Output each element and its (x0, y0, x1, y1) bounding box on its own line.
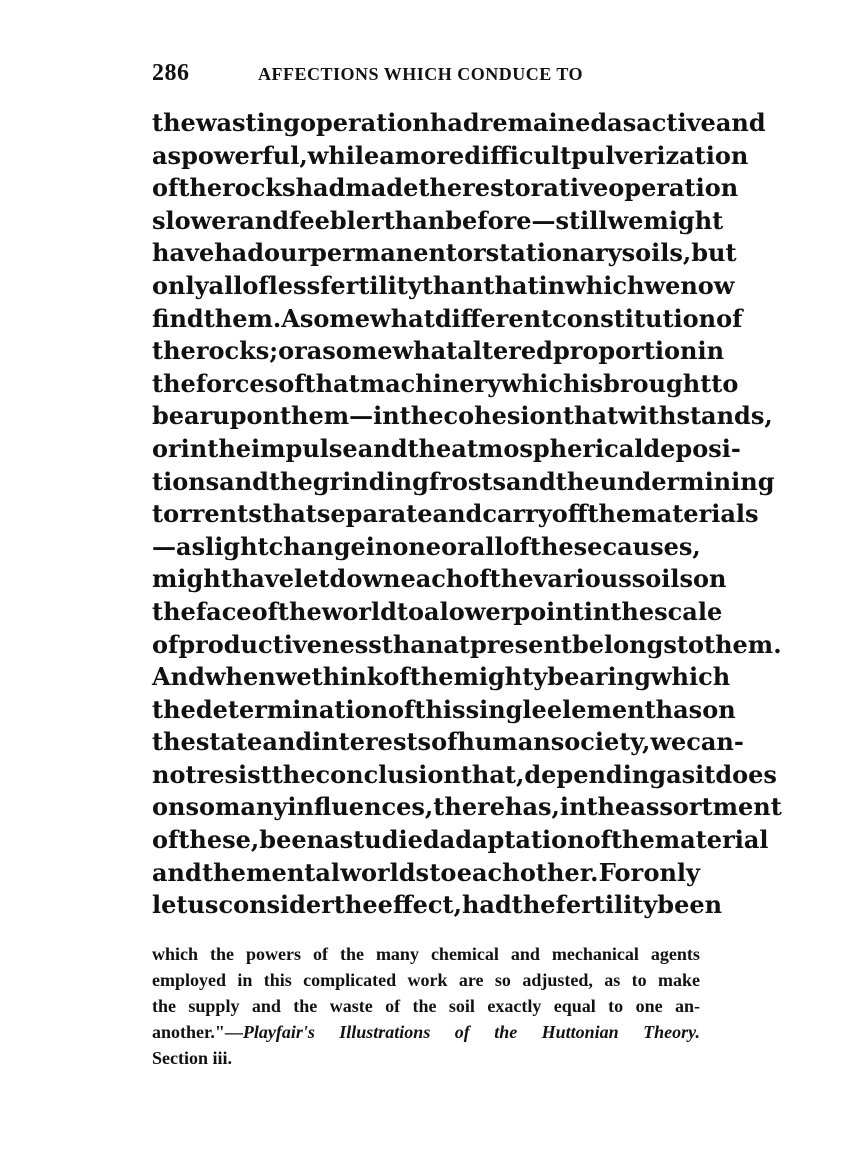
body-line: have had our permanent or stationary soils, but (152, 238, 737, 268)
body-line: not resist the conclusion that, depending as it does (152, 759, 777, 789)
citation-word: Huttonian (541, 1022, 619, 1042)
footnote-citation-line (152, 1019, 700, 1045)
body-line: the state and interests of human society, we can- (152, 727, 744, 757)
body-line: tions and the grinding frosts and the undermining (152, 466, 775, 496)
body-line: on so many influences, there has, in the assortment (152, 792, 782, 822)
body-line: bear upon them—in the cohesion that withstands, (152, 401, 773, 431)
running-title: AFFECTIONS WHICH CONDUCE TO (258, 64, 584, 84)
body-line: the face of the world to a lower point in the scale (152, 596, 723, 626)
citation-word: of (454, 1022, 470, 1042)
footnote-line: the supply and the waste of the soil exactly equal to one an- (152, 996, 700, 1016)
body-line: find them. A somewhat different constitution of (152, 303, 743, 333)
body-line: or in the impulse and the atmospherical deposi- (152, 433, 741, 463)
footnote-line: which the powers of the many chemical and mechanical agents (152, 944, 700, 964)
citation-word: the (494, 1022, 518, 1042)
body-line: the wasting operation had remained as active and (152, 108, 766, 137)
body-line: the determination of this single element has on (152, 694, 736, 724)
body-line: of the rocks had made the restorative operation (152, 173, 739, 203)
running-head (152, 60, 700, 92)
footnote-section-line (152, 1045, 700, 1071)
body-text (152, 107, 782, 922)
footnote (152, 941, 700, 1071)
body-line: slower and feebler than before—still we might (152, 205, 724, 235)
body-line: and the mental worlds to each other. For only (152, 857, 700, 887)
body-line: And when we think of the mighty bearing which (152, 662, 731, 692)
body-line: let us consider the effect, had the fertility been (152, 890, 723, 920)
citation-lead: another."—Playfair's (152, 1022, 315, 1042)
page-number: 286 (152, 60, 190, 86)
footnote-line: employed in this complicated work are so adjusted, as to make (152, 970, 700, 990)
body-line: torrents that separate and carry off the materials (152, 499, 759, 529)
footnote-section: Section iii. (152, 1048, 232, 1068)
body-line: might have let down each of the various soils on (152, 564, 727, 594)
body-line: the forces of that machinery which is brought to (152, 368, 739, 398)
body-line: as powerful, while a more difficult pulverization (152, 140, 749, 170)
body-line: of productiveness than at present belongs to them. (152, 629, 782, 659)
citation-word: Illustrations (339, 1022, 431, 1042)
body-line: of these, been a studied adaptation of the material (152, 825, 769, 855)
body-line: the rocks; or a somewhat altered proportion in (152, 336, 725, 366)
body-line: —a slight change in one or all of these causes, (152, 531, 701, 561)
citation-word: Theory. (643, 1022, 700, 1042)
body-line: only all of less fertility than that in which we now (152, 270, 735, 300)
